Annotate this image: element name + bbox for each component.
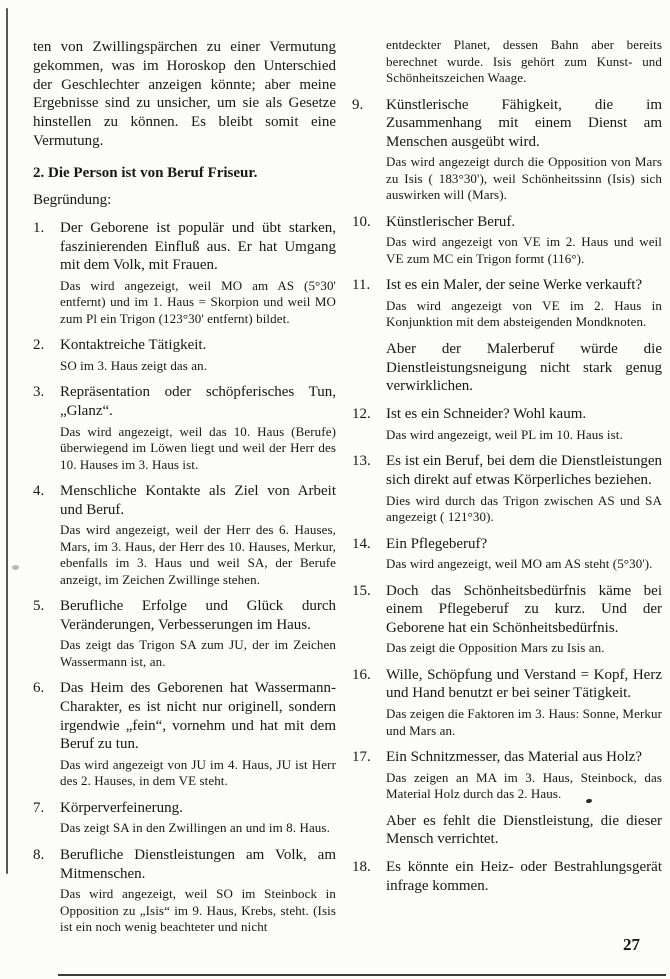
paragraph: ten von Zwillingspärchen zu einer Vermutung gekommen, was im Horoskop den Unterschied der Geschlechter anzeigen könnte; aber meine Ergebnisse sind zu unsicher, um sie als Gesetze hinstellen zu können. Es bleibt somit eine Vermutung. [33,39,336,149]
list-item [352,858,662,895]
item-text: Berufliche Dienstleistungen am Volk, am Mitmenschen. [60,846,336,882]
note-text: Das wird angezeigt von JU im 4. Haus, JU ist Herr des 2. Hauses, in dem VE steht. [60,756,336,789]
note-text: Das wird angezeigt, weil SO im Steinbock in Opposition zu „Isis“ im 9. Haus, Krebs, steht. (Isis ist ein noch wenig beachteter und nicht [60,886,336,935]
note-text: SO im 3. Haus zeigt das an. [60,357,208,373]
list-item [33,597,336,634]
list-item [352,452,662,489]
paragraph: Begründung: [33,192,112,209]
item-text: Das Heim des Geborenen hat Wassermann-Charakter, es ist nicht nur originell, sondern irgendwie „fein“, vornehm und hat mit dem Beruf zu tun. [60,680,336,753]
list-item [33,846,336,883]
item-text: Ein Schnitzmesser, das Material aus Holz? [386,749,642,766]
note-text: Das wird angezeigt, weil der Herr des 6. Hauses, Mars, im 3. Haus, der Herr des 10. Hauses, Merkur, ebenfalls im 3. Haus und weil SA, der Berufe anzeigt, im Zeichen Zwillinge stehen. [60,522,336,587]
list-item [33,219,336,275]
item-number: 17. [352,749,371,766]
list-item [33,482,336,519]
item-number: 10. [352,213,371,230]
item-number: 7. [33,799,45,816]
list-item [352,96,662,152]
list-item [33,679,336,753]
item-text: Es könnte ein Heiz- oder Bestrahlungsgerät infrage kommen. [386,859,662,894]
text-column-left [33,38,336,936]
item-text: Künstlerischer Beruf. [386,213,516,230]
scan-left-edge-line [6,8,8,874]
note-text: Das zeigt das Trigon SA zum JU, der im Zeichen Wassermann ist, an. [60,637,336,669]
item-text: Körperverfeinerung. [60,799,183,816]
note-text: Das zeigt die Opposition Mars zu Isis an. [386,640,605,656]
scan-speck-artifact [12,565,19,570]
item-number: 18. [352,859,371,876]
item-number: 1. [33,220,45,236]
list-item [352,666,662,703]
list-item [33,799,336,818]
section-heading: 2. Die Person ist von Beruf Friseur. [33,164,258,181]
item-text: Ein Pflegeberuf? [386,535,488,552]
note-text: Das wird angezeigt von VE im 2. Haus und weil VE zum MC ein Trigon formt (116°). [386,234,662,266]
list-item [352,405,662,424]
item-number: 13. [352,453,371,470]
item-number: 16. [352,666,371,683]
note-text: Dies wird durch das Trigon zwischen AS und SA angezeigt ( 121°30). [386,492,662,524]
note-text: Das wird angezeigt, weil PL im 10. Haus ist. [386,426,623,442]
list-item [352,535,662,554]
item-text: Künstlerische Fähigkeit, die im Zusammenhang mit einem Dienst am Menschen ausgeübt wird. [386,96,662,150]
note-text: Das zeigen an MA im 3. Haus, Steinbock, das Material Holz durch das 2. Haus. [386,769,662,802]
item-number: 3. [33,384,45,401]
item-number: 11. [352,277,371,294]
note-text: Das wird angezeigt, weil MO am AS (5°30' entfernt) und im 1. Haus = Skorpion und weil MO zum Pl ein Trigon (123°30' entfernt) bildet. [60,277,336,326]
item-number: 4. [33,483,45,500]
note-text: Das wird angezeigt durch die Opposition von Mars zu Isis ( 183°30'), weil Schönheitssinn (Isis) sich auswirken will (Mars). [386,154,662,203]
list-item [352,748,662,767]
scan-bottom-edge-line [58,974,666,976]
item-number: 2. [33,337,45,354]
item-number: 12. [352,406,371,423]
note-text: entdeckter Planet, dessen Bahn aber bereits berechnet wurde. Isis gehört zum Kunst- und Schönheitszeichen Waage. [386,37,662,85]
note-text: Das wird angezeigt, weil MO am AS steht (5°30'). [386,556,653,572]
item-text: Es ist ein Beruf, bei dem die Dienstleistungen sich direkt auf etwas Körperliches beziehen. [386,453,662,488]
text-column-right [352,34,662,895]
item-number: 6. [33,680,45,697]
item-text: Wille, Schöpfung und Verstand = Kopf, Herz und Hand benutzt er bei seiner Tätigkeit. [386,666,662,702]
item-text: Repräsentation oder schöpferisches Tun, „Glanz“. [60,384,336,419]
item-text: Menschliche Kontakte als Ziel von Arbeit und Beruf. [60,483,336,518]
list-item [352,213,662,232]
item-text: Der Geborene ist populär und übt starken, faszinierenden Einfluß aus. Er hat Umgang mit dem Volk, mit Frauen. [60,220,336,274]
note-text: Das zeigt SA in den Zwillingen an und im 8. Haus. [60,820,330,836]
item-text: Kontaktreiche Tätigkeit. [60,337,207,354]
item-number: 9. [352,96,364,113]
page-number: 27 [623,935,640,954]
list-item [352,582,662,638]
list-item [33,383,336,420]
item-paragraph: Aber es fehlt die Dienstleistung, die dieser Mensch verrichtet. [386,812,662,848]
item-text: Doch das Schönheitsbedürfnis käme bei einem Pflegeberuf zu kurz. Und der Geborene hat ein Schönheitsbedürfnis. [386,582,662,636]
item-paragraph: Aber der Malerberuf würde die Dienstleistungsneigung nicht stark genug verwirklichen. [386,340,662,395]
item-number: 8. [33,846,45,863]
list-item [352,276,662,295]
item-text: Berufliche Erfolge und Glück durch Veränderungen, Verbesserungen im Haus. [60,598,336,633]
item-number: 5. [33,598,45,615]
item-text: Ist es ein Maler, der seine Werke verkauft? [386,277,643,294]
note-text: Das wird angezeigt, weil das 10. Haus (Berufe) überwiegend im Löwen liegt und weil der Herr des 10. Hauses im 3. Haus ist. [60,423,336,472]
list-item [33,336,336,355]
note-text: Das wird angezeigt von VE im 2. Haus in Konjunktion mit dem absteigenden Mondknoten. [386,297,662,330]
item-number: 14. [352,535,371,552]
item-number: 15. [352,582,371,599]
item-text: Ist es ein Schneider? Wohl kaum. [386,406,587,423]
note-text: Das zeigen die Faktoren im 3. Haus: Sonne, Merkur und Mars an. [386,706,662,738]
